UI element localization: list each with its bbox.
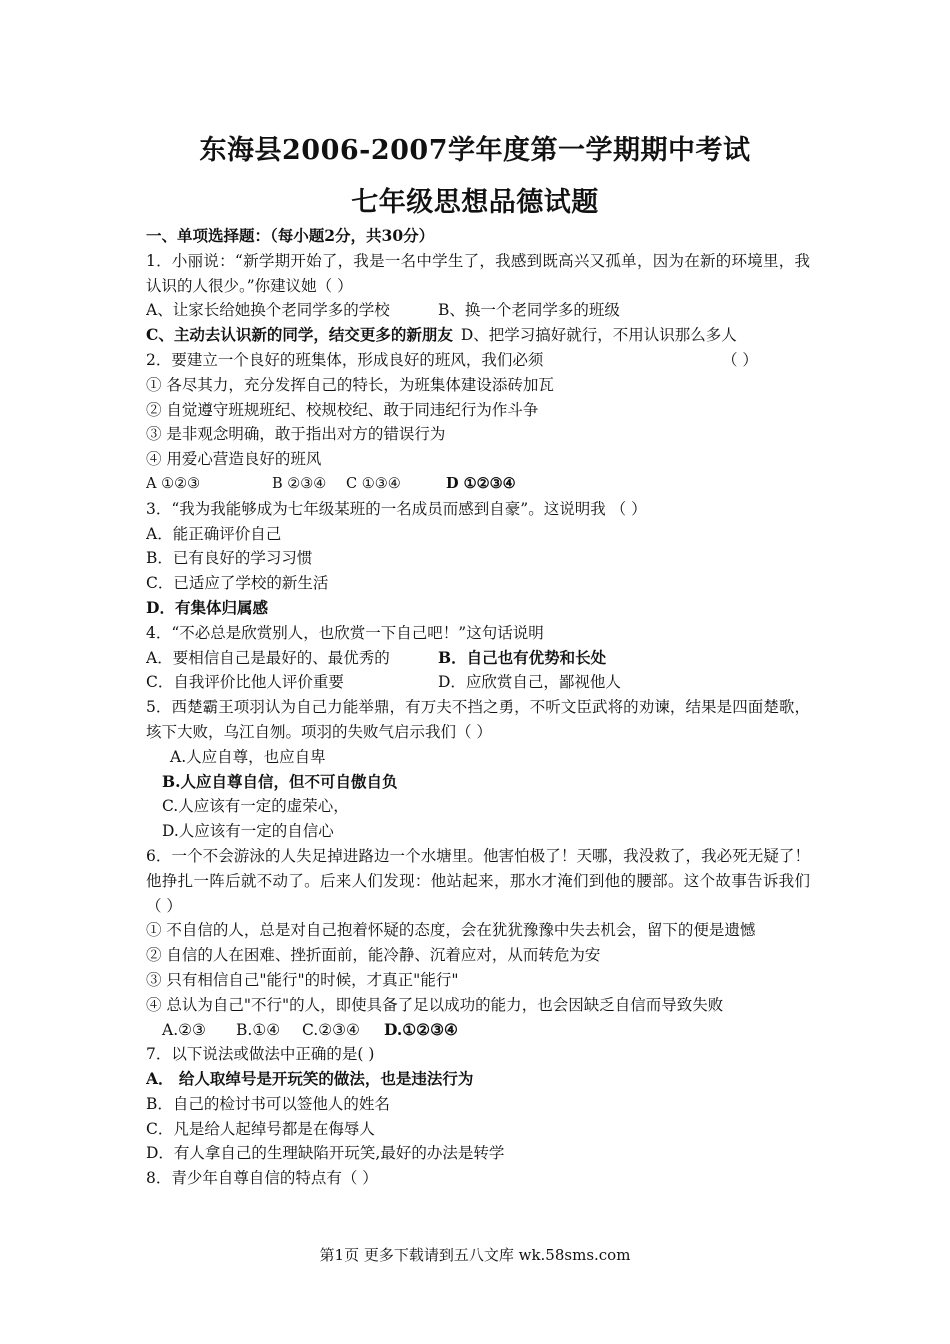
q3-option-b: B．已有良好的学习习惯 — [146, 549, 313, 568]
q6-item-4: ④ 总认为自己"不行"的人，即使具备了足以成功的能力，也会因缺乏自信而导致失败 — [146, 995, 724, 1014]
question-3-stem: 3．“我为我能够成为七年级某班的一名成员而感到自豪”。这说明我 （ ） — [146, 499, 647, 518]
q2-item-3: ③ 是非观念明确，敢于指出对方的错误行为 — [146, 425, 446, 444]
question-6-stem: 6．一个不会游泳的人失足掉进路边一个水塘里。他害怕极了！天哪，我没救了，我必死无疑了！他挣扎一阵后就不动了。后来人们发现：他站起来，那水才淹们到他的腰部。这个故事告诉我们（ ） — [146, 846, 810, 915]
q2-item-1: ① 各尽其力，充分发挥自己的特长，为班集体建设添砖加瓦 — [146, 375, 554, 394]
q1-option-b: B、换一个老同学多的班级 — [438, 301, 620, 320]
q2-option-d: D ①②③④ — [446, 474, 516, 492]
q5-option-b: B.人应自尊自信，但不可自傲自负 — [162, 771, 398, 791]
q1-option-d: D、把学习搞好就行，不用认识那么多人 — [460, 326, 737, 345]
q6-item-2: ② 自信的人在困难、挫折面前，能冷静、沉着应对，从而转危为安 — [146, 946, 601, 965]
q2-option-c: C ①③④ — [346, 475, 401, 492]
exam-content — [146, 224, 810, 1191]
q6-item-3: ③ 只有相信自己"能行"的时候，才真正"能行" — [146, 970, 459, 989]
page-footer: 第1页 更多下载请到五八文库 wk.58sms.com — [319, 1246, 631, 1264]
q6-option-d: D.①②③④ — [384, 1019, 458, 1039]
q6-option-c: C.②③④ — [302, 1020, 360, 1039]
q6-item-1: ① 不自信的人，总是对自己抱着怀疑的态度，会在犹犹豫豫中失去机会，留下的便是遗憾 — [146, 921, 756, 940]
q5-option-c: C.人应该有一定的虚荣心， — [162, 797, 349, 816]
q4-option-b: B．自己也有优势和长处 — [438, 647, 607, 667]
question-2-options — [146, 472, 810, 497]
q7-option-d: D．有人拿自己的生理缺陷开玩笑,最好的办法是转学 — [146, 1144, 505, 1163]
question-2-stem-row — [146, 348, 810, 373]
question-2-stem: 2．要建立一个良好的班集体，形成良好的班风，我们必须 — [146, 350, 544, 369]
question-4-stem: 4．“不必总是欣赏别人，也欣赏一下自己吧！”这句话说明 — [146, 623, 544, 642]
q5-option-a: A.人应自尊，也应自卑 — [170, 747, 326, 766]
exam-subtitle: 七年级思想品德试题 — [351, 187, 599, 218]
q2-option-b: B ②③④ — [272, 475, 327, 492]
question-5-stem: 5．西楚霸王项羽认为自己力能举鼎，有万夫不挡之勇，不听文臣武将的劝谏，结果是四面楚歌，垓下大败，乌江自刎。项羽的失败气启示我们（ ） — [146, 698, 810, 741]
question-1-options-ab — [146, 298, 810, 323]
q3-option-a: A．能正确评价自己 — [146, 524, 282, 543]
question-8-stem: 8．青少年自尊自信的特点有（ ） — [146, 1169, 378, 1188]
question-1-stem: 1．小丽说：“新学期开始了，我是一名中学生了，我感到既高兴又孤单，因为在新的环境里，我认识的人很少。”你建议她（ ） — [146, 251, 810, 295]
q4-option-a: A．要相信自己是最好的、最优秀的 — [146, 648, 390, 667]
q4-option-c: C．自我评价比他人评价重要 — [146, 673, 344, 692]
q6-option-b: B.①④ — [236, 1020, 281, 1039]
q1-option-c: C、主动去认识新的同学，结交更多的新朋友 — [146, 325, 453, 345]
q7-option-a: A． 给人取绰号是开玩笑的做法，也是违法行为 — [146, 1069, 474, 1089]
question-2-paren: （ ） — [722, 350, 758, 369]
question-6-options — [146, 1018, 810, 1043]
q4-option-d: D．应欣赏自己，鄙视他人 — [438, 673, 621, 692]
exam-title: 东海县2006-2007学年度第一学期期中考试 — [199, 135, 751, 166]
question-7-stem: 7．以下说法或做法中正确的是( ) — [146, 1045, 375, 1064]
section-heading: 一、单项选择题：（每小题2分，共30分） — [146, 226, 435, 245]
q7-option-c: C．凡是给人起绰号都是在侮辱人 — [146, 1119, 375, 1138]
q1-option-a: A、让家长给她换个老同学多的学校 — [146, 301, 390, 320]
question-4-options-cd — [146, 670, 810, 695]
q5-option-d: D.人应该有一定的自信心 — [162, 822, 334, 841]
q2-option-a: A ①②③ — [146, 475, 201, 492]
q2-item-2: ② 自觉遵守班规班纪、校规校纪、敢于同违纪行为作斗争 — [146, 400, 539, 419]
q3-option-c: C．已适应了学校的新生活 — [146, 574, 329, 593]
question-1-options-cd — [146, 323, 810, 348]
q3-option-d: D．有集体归属感 — [146, 597, 268, 617]
question-4-options-ab — [146, 646, 810, 671]
q2-item-4: ④ 用爱心营造良好的班风 — [146, 450, 322, 469]
q7-option-b: B．自己的检讨书可以签他人的姓名 — [146, 1094, 390, 1113]
q6-option-a: A.②③ — [162, 1020, 206, 1039]
